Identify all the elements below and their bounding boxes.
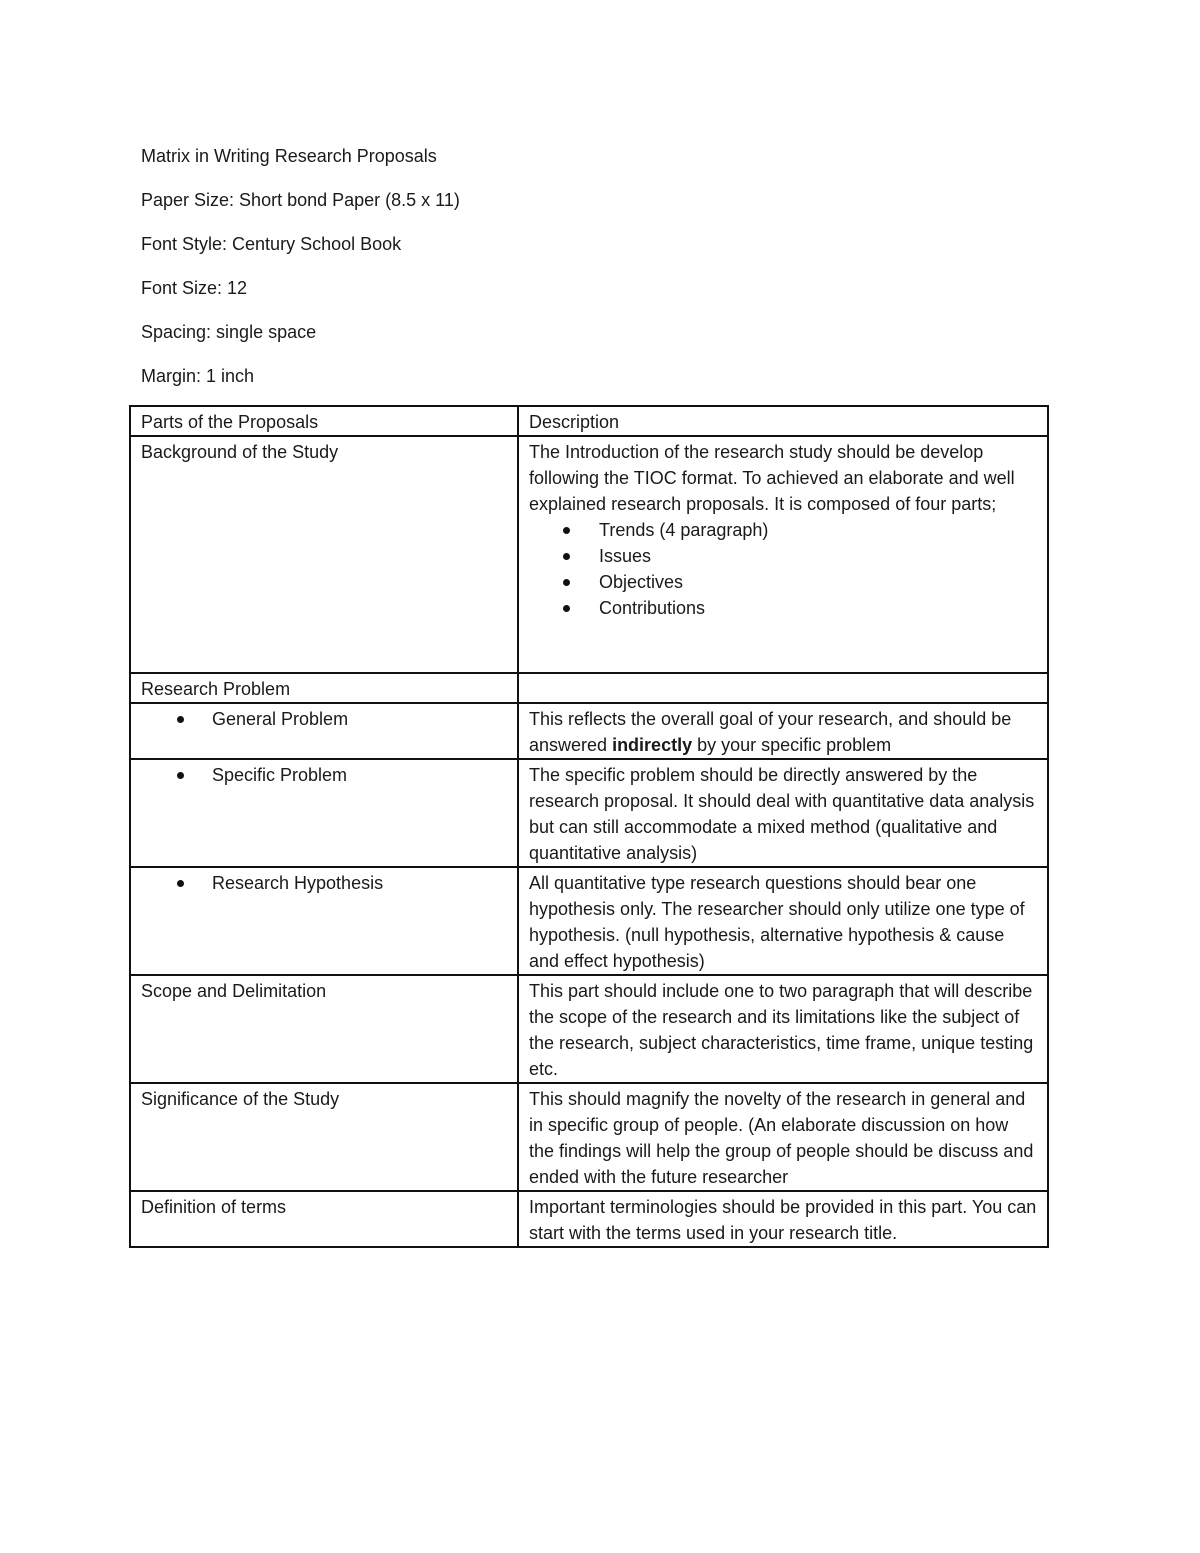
spacing-line: Spacing: single space	[141, 322, 317, 342]
bullet-icon	[563, 605, 570, 612]
table-row-scope	[130, 975, 1048, 1083]
column-header-parts: Parts of the Proposals	[130, 406, 518, 436]
list-item: Issues	[563, 543, 1037, 569]
list-item: Objectives	[563, 569, 1037, 595]
table-row-research-hypothesis	[130, 867, 1048, 975]
description-cell	[518, 673, 1048, 703]
table-row-research-problem	[130, 673, 1048, 703]
part-cell: Definition of terms	[130, 1191, 518, 1247]
margin-line: Margin: 1 inch	[141, 366, 255, 386]
description-cell	[518, 436, 1048, 673]
paper-size-line: Paper Size: Short bond Paper (8.5 x 11)	[141, 190, 460, 210]
table-row-background	[130, 436, 1048, 673]
bullet-icon	[177, 716, 184, 723]
background-description: The Introduction of the research study should be develop following the TIOC format. To achieved an elaborate and well explained research proposals. It is composed of four parts;	[529, 442, 1015, 514]
table-row-specific-problem	[130, 759, 1048, 867]
proposal-matrix-table	[129, 405, 1049, 1248]
list-item: Contributions	[563, 595, 1037, 621]
description-cell: All quantitative type research questions should bear one hypothesis only. The researcher should only utilize one type of hypothesis. (null hypothesis, alternative hypothesis & cause and effect hypothesis)	[518, 867, 1048, 975]
part-cell: Significance of the Study	[130, 1083, 518, 1191]
list-item: Trends (4 paragraph)	[563, 517, 1037, 543]
table-row-general-problem	[130, 703, 1048, 759]
bullet-icon	[563, 527, 570, 534]
bullet-icon	[177, 772, 184, 779]
font-style-line: Font Style: Century School Book	[141, 234, 402, 254]
part-cell: Scope and Delimitation	[130, 975, 518, 1083]
description-cell: This part should include one to two paragraph that will describe the scope of the research and its limitations like the subject of the research, subject characteristics, time frame, unique testing etc.	[518, 975, 1048, 1083]
column-header-description: Description	[518, 406, 1048, 436]
description-cell: This reflects the overall goal of your research, and should be answered indirectly by your specific problem	[518, 703, 1048, 759]
part-cell: Research Hypothesis	[130, 867, 518, 975]
table-row-significance	[130, 1083, 1048, 1191]
bullet-icon	[563, 553, 570, 560]
bullet-icon	[563, 579, 570, 586]
part-cell: General Problem	[130, 703, 518, 759]
emphasis-text: indirectly	[612, 735, 693, 755]
table-header-row	[130, 406, 1048, 436]
bullet-icon	[177, 880, 184, 887]
description-cell: The specific problem should be directly answered by the research proposal. It should deal with quantitative data analysis but can still accommodate a mixed method (qualitative and quantitative analysis)	[518, 759, 1048, 867]
part-cell: Research Problem	[130, 673, 518, 703]
part-cell: Background of the Study	[130, 436, 518, 673]
table-row-definition	[130, 1191, 1048, 1247]
tioc-bullet-list	[529, 517, 1037, 621]
document-title: Matrix in Writing Research Proposals	[141, 146, 437, 166]
description-cell: This should magnify the novelty of the research in general and in specific group of people. (An elaborate discussion on how the findings will help the group of people should be discuss and ended with the future researcher	[518, 1083, 1048, 1191]
description-cell: Important terminologies should be provided in this part. You can start with the terms used in your research title.	[518, 1191, 1048, 1247]
part-cell: Specific Problem	[130, 759, 518, 867]
font-size-line: Font Size: 12	[141, 278, 248, 298]
